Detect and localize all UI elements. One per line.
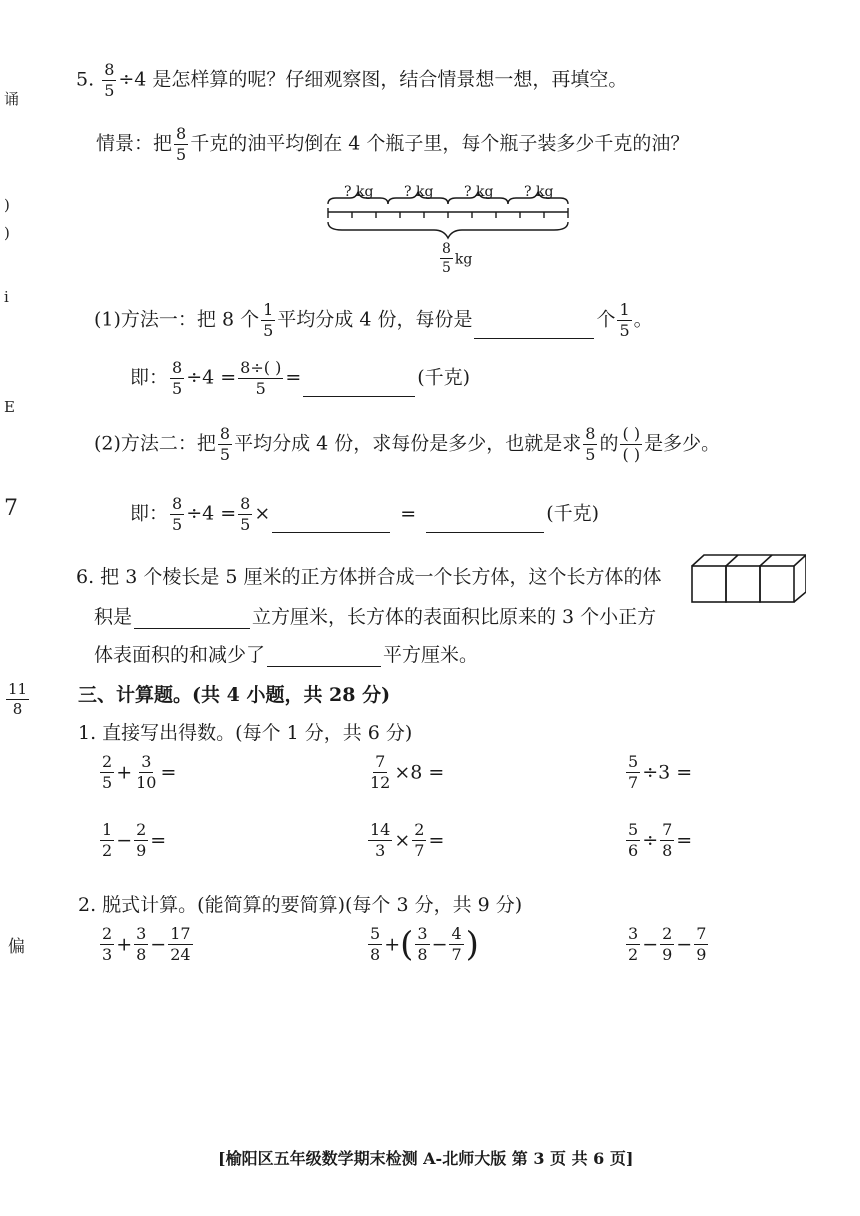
direct-calc-5: $\frac{14}{3}$ × $\frac{2}{7}$ =	[370, 820, 445, 860]
margin-fragment: 偏	[8, 937, 25, 957]
question-5-scene: 情景：把 $\frac{8}{5}$ 千克的油平均倒在 4 个瓶子里，每个瓶子装多少千克的油？	[96, 124, 690, 164]
sub-question-2-title: 2. 脱式计算。(能简算的要简算)(每个 3 分，共 9 分)	[78, 894, 523, 916]
segment-label-4: ? kg	[524, 184, 554, 200]
segment-label-1: ? kg	[344, 184, 374, 200]
margin-fraction: $\frac{11}{8}$	[8, 680, 28, 718]
direct-calc-3: $\frac{5}{7}$ ÷3 =	[628, 752, 693, 792]
method-2-equation: 即： $\frac{8}{5}$ ÷4 = $\frac{8}{5}$ × = (千克)	[130, 494, 600, 534]
step-calc-1: $\frac{2}{3}$ + $\frac{3}{8}$ − $\frac{17}{24}$	[102, 924, 191, 964]
margin-fragment: )	[4, 196, 10, 214]
answer-blank[interactable]	[134, 608, 250, 629]
step-calc-2: $\frac{5}{8}$ +( $\frac{3}{8}$ − $\frac{4}{7}$ )	[370, 924, 479, 965]
diagram-total-label: $\frac{8}{5}$ kg	[442, 241, 473, 276]
sub-question-1-title: 1. 直接写出得数。(每个 1 分，共 6 分)	[78, 722, 413, 744]
question-6-line-1: 6. 把 3 个棱长是 5 厘米的正方体拼合成一个长方体，这个长方体的体	[76, 566, 662, 588]
segment-label-2: ? kg	[404, 184, 434, 200]
direct-calc-1: $\frac{2}{5}$ + $\frac{3}{10}$ =	[102, 752, 177, 792]
method-1-equation: 即： $\frac{8}{5}$ ÷4 = $\frac{8\div( )}{5}$ = (千克)	[130, 358, 471, 398]
question-6-line-2: 积是 立方厘米，长方体的表面积比原来的 3 个小正方	[94, 606, 657, 628]
question-6-line-3: 体表面积的和减少了 平方厘米。	[94, 644, 479, 666]
direct-calc-2: $\frac{7}{12}$ ×8 =	[370, 752, 445, 792]
method-1-line: (1)方法一：把 8 个 $\frac{1}{5}$ 平均分成 4 份，每份是 个 $\frac{1}{5}$ 。	[94, 300, 653, 340]
margin-fragment: )	[4, 224, 10, 242]
direct-calc-4: $\frac{1}{2}$ − $\frac{2}{9}$ =	[102, 820, 167, 860]
segment-label-3: ? kg	[464, 184, 494, 200]
section-3-title: 三、计算题。(共 4 小题，共 28 分)	[78, 684, 391, 706]
margin-fragment: i	[4, 288, 9, 306]
question-5-stem: 5. $\frac{8}{5}$ ÷4 是怎样算的呢？仔细观察图，结合情景想一想，再填空。	[76, 60, 628, 100]
three-cubes-figure	[690, 552, 806, 606]
answer-blank[interactable]	[303, 376, 415, 397]
answer-blank[interactable]	[474, 318, 594, 339]
fraction-blank[interactable]: $\frac{( )}{( )}$	[622, 424, 641, 464]
margin-fragment: E	[4, 398, 15, 416]
page-footer: [榆阳区五年级数学期末检测 A-北师大版 第 3 页 共 6 页]	[218, 1149, 634, 1168]
answer-blank[interactable]	[267, 646, 381, 667]
direct-calc-6: $\frac{5}{6}$ ÷ $\frac{7}{8}$ =	[628, 820, 693, 860]
margin-fragment: 7	[4, 496, 18, 521]
method-2-line: (2)方法二：把 $\frac{8}{5}$ 平均分成 4 份，求每份是多少，也就是求 $\frac{8}{5}$ 的 $\frac{( )}{( )}$ 是多少。	[94, 424, 721, 464]
answer-blank[interactable]	[272, 512, 390, 533]
answer-blank[interactable]	[426, 512, 544, 533]
margin-fragment: 诵	[4, 90, 20, 108]
step-calc-3: $\frac{3}{2}$ − $\frac{2}{9}$ − $\frac{7}{9}$	[628, 924, 707, 964]
